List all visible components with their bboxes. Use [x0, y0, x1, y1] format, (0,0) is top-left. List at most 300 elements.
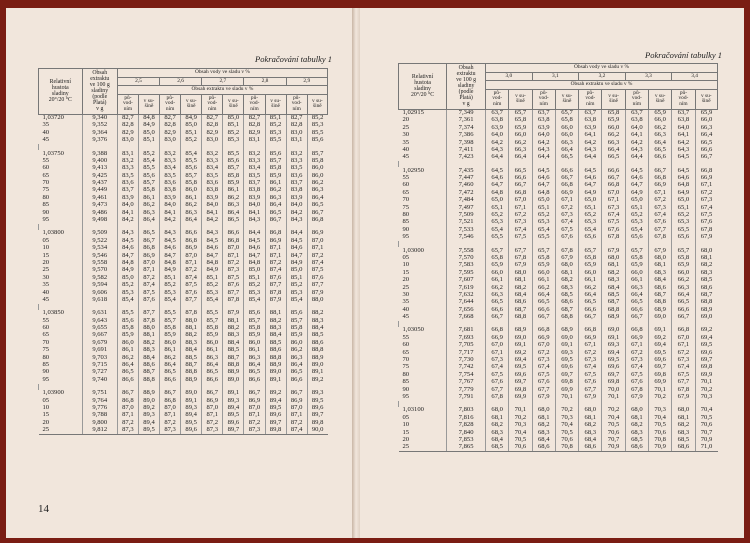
- extract-cell: 7,460: [447, 182, 486, 189]
- value-cell: 69,5: [555, 357, 578, 364]
- value-cell: 67,3: [672, 357, 695, 364]
- table-row: [39, 419, 328, 426]
- value-cell: 70,6: [695, 422, 717, 429]
- value-cell: 67,2: [579, 349, 602, 356]
- value-cell: 86,8: [181, 237, 202, 244]
- value-cell: 88,5: [223, 347, 244, 354]
- value-cell: 88,4: [138, 354, 159, 361]
- value-cell: 84,9: [181, 114, 202, 122]
- value-cell: 87,8: [181, 310, 202, 317]
- value-cell: 66,0: [625, 269, 648, 276]
- value-cell: 68,6: [532, 444, 555, 452]
- value-cell: 84,9: [286, 260, 307, 267]
- value-cell: 87,2: [160, 419, 181, 426]
- table-row: [39, 325, 328, 332]
- table-row: [39, 165, 328, 172]
- value-cell: 64,6: [532, 175, 555, 182]
- value-cell: 70,1: [509, 407, 532, 414]
- value-cell: 82,7: [244, 114, 265, 122]
- value-cell: 84,9: [117, 267, 138, 274]
- value-cell: 66,6: [625, 306, 648, 313]
- value-cell: 68,5: [695, 277, 717, 284]
- density-cell: 95: [402, 393, 410, 400]
- table-row: [399, 219, 718, 226]
- density-cell: 35: [402, 298, 410, 306]
- value-cell: 83,9: [160, 194, 181, 201]
- value-cell: 86,4: [117, 362, 138, 369]
- value-cell: 67,6: [555, 234, 578, 241]
- value-cell: 67,9: [695, 234, 717, 241]
- value-cell: 65,8: [579, 255, 602, 262]
- value-cell: 63,9: [486, 124, 509, 131]
- extract-cell: 7,681: [447, 327, 486, 334]
- density-cell: 60: [42, 164, 50, 172]
- value-cell: 65,8: [602, 109, 625, 117]
- value-cell: 85,5: [202, 310, 223, 317]
- value-cell: 67,9: [509, 262, 532, 269]
- table-row: [39, 252, 328, 259]
- value-cell: 83,3: [160, 158, 181, 165]
- value-cell: 69,4: [649, 342, 672, 349]
- value-cell: 70,8: [649, 437, 672, 444]
- value-cell: 65,9: [625, 262, 648, 269]
- value-cell: 84,1: [244, 209, 265, 216]
- value-cell: 68,1: [672, 414, 695, 421]
- value-cell: 66,8: [555, 182, 578, 189]
- value-cell: 65,4: [532, 226, 555, 233]
- value-cell: 83,0: [202, 137, 223, 144]
- value-cell: 67,7: [532, 386, 555, 393]
- dry-basis-header: v su- šině: [695, 89, 717, 109]
- value-cell: 67,9: [602, 247, 625, 254]
- value-cell: 66,0: [509, 132, 532, 139]
- value-cell: 67,1: [555, 197, 578, 204]
- value-cell: 68,1: [625, 414, 648, 421]
- value-cell: 85,9: [117, 332, 138, 339]
- value-cell: 63,7: [532, 109, 555, 117]
- density-cell: 45: [402, 313, 410, 321]
- extract-cell: 7,840: [447, 429, 486, 436]
- value-cell: 87,1: [223, 252, 244, 259]
- value-cell: 84,8: [138, 114, 159, 122]
- value-cell: 70,2: [602, 407, 625, 414]
- value-cell: 66,9: [486, 334, 509, 341]
- value-cell: 63,8: [532, 117, 555, 124]
- value-cell: 66,7: [695, 154, 717, 161]
- value-cell: 67,3: [486, 357, 509, 364]
- table-row: [39, 202, 328, 209]
- value-cell: 85,9: [265, 172, 286, 179]
- value-cell: 65,9: [602, 117, 625, 124]
- value-cell: 85,1: [244, 274, 265, 281]
- value-cell: 67,5: [625, 371, 648, 378]
- value-cell: 86,8: [265, 230, 286, 237]
- value-cell: 65,4: [579, 226, 602, 233]
- value-cell: 70,1: [649, 386, 672, 393]
- value-cell: 84,9: [138, 122, 159, 129]
- table-row: [39, 237, 328, 244]
- value-cell: 87,0: [181, 252, 202, 259]
- density-cell: 05: [402, 253, 410, 261]
- extract-cell: 7,423: [447, 154, 486, 161]
- value-cell: 64,3: [579, 147, 602, 154]
- value-cell: 68,5: [602, 292, 625, 299]
- value-cell: 70,4: [602, 414, 625, 421]
- value-cell: 84,5: [160, 237, 181, 244]
- value-cell: 67,5: [486, 371, 509, 378]
- value-cell: 89,6: [265, 412, 286, 419]
- value-cell: 69,9: [649, 379, 672, 386]
- value-cell: 89,3: [138, 412, 159, 419]
- water-value-header: 2,8: [244, 77, 286, 86]
- value-cell: 82,7: [160, 114, 181, 122]
- value-cell: 66,5: [579, 299, 602, 306]
- value-cell: 88,1: [223, 317, 244, 324]
- extract-cell: 9,812: [82, 427, 117, 435]
- water-value-header: 2,7: [202, 77, 244, 86]
- value-cell: 66,0: [649, 117, 672, 124]
- extract-cell: 9,340: [82, 114, 117, 122]
- as-is-header: pů- vod- ním: [532, 89, 555, 109]
- value-cell: 66,3: [672, 284, 695, 291]
- value-cell: 89,4: [181, 412, 202, 419]
- table-row: [39, 122, 328, 129]
- value-cell: 85,3: [307, 122, 327, 129]
- value-cell: 83,8: [160, 187, 181, 194]
- value-cell: 83,3: [202, 158, 223, 165]
- extract-cell: 9,509: [82, 230, 117, 237]
- value-cell: 69,7: [555, 371, 578, 378]
- table-row: [399, 386, 718, 393]
- value-cell: 66,4: [695, 132, 717, 139]
- value-cell: 85,1: [181, 129, 202, 136]
- value-cell: 89,7: [265, 419, 286, 426]
- value-cell: 66,9: [625, 334, 648, 341]
- value-cell: 68,4: [509, 292, 532, 299]
- value-cell: 70,6: [649, 429, 672, 436]
- table-row: [39, 317, 328, 324]
- value-cell: 67,8: [486, 394, 509, 401]
- value-cell: 65,1: [625, 204, 648, 211]
- value-cell: 66,5: [602, 154, 625, 161]
- value-cell: 83,2: [160, 150, 181, 157]
- value-cell: 65,8: [555, 117, 578, 124]
- value-cell: 68,3: [532, 429, 555, 436]
- value-cell: 88,1: [138, 332, 159, 339]
- table-row: [399, 327, 718, 334]
- value-cell: 67,6: [602, 226, 625, 233]
- table-row: [39, 209, 328, 216]
- value-cell: 83,4: [202, 165, 223, 172]
- extract-cell: 7,509: [447, 212, 486, 219]
- value-cell: 68,1: [695, 255, 717, 262]
- value-cell: 67,4: [509, 226, 532, 233]
- density-cell: 75: [402, 203, 410, 211]
- value-cell: 89,1: [181, 397, 202, 404]
- table-row: [39, 114, 328, 122]
- value-cell: 87,3: [202, 427, 223, 435]
- value-cell: 66,4: [555, 147, 578, 154]
- table-row: [399, 357, 718, 364]
- extract-cell: 9,751: [82, 390, 117, 397]
- value-cell: 86,6: [117, 376, 138, 383]
- value-cell: 82,7: [117, 114, 138, 122]
- value-cell: 83,0: [286, 129, 307, 136]
- value-cell: 70,4: [695, 407, 717, 414]
- value-cell: 67,2: [649, 197, 672, 204]
- value-cell: 68,0: [532, 407, 555, 414]
- extract-cell: 9,388: [82, 150, 117, 157]
- value-cell: 65,3: [579, 219, 602, 226]
- value-cell: 68,4: [486, 437, 509, 444]
- value-cell: 68,5: [625, 437, 648, 444]
- value-cell: 68,5: [555, 292, 578, 299]
- extract-cell: 7,497: [447, 204, 486, 211]
- value-cell: 86,4: [202, 362, 223, 369]
- value-cell: 89,7: [223, 427, 244, 435]
- table-row: [399, 284, 718, 291]
- value-cell: 69,5: [649, 349, 672, 356]
- density-cell: 15: [402, 268, 410, 276]
- value-cell: 64,6: [625, 175, 648, 182]
- value-cell: 66,3: [625, 284, 648, 291]
- table-row: [39, 390, 328, 397]
- density-cell: 55: [402, 333, 410, 341]
- value-cell: 86,0: [286, 339, 307, 346]
- value-cell: 64,8: [672, 182, 695, 189]
- value-cell: 69,8: [509, 386, 532, 393]
- value-cell: 68,0: [555, 262, 578, 269]
- table-row: [39, 332, 328, 339]
- density-cell: 75: [402, 363, 410, 371]
- extract-cell: 7,705: [447, 342, 486, 349]
- value-cell: 67,5: [602, 219, 625, 226]
- value-cell: 88,3: [265, 325, 286, 332]
- value-cell: 87,0: [244, 405, 265, 412]
- value-cell: 66,9: [579, 334, 602, 341]
- value-cell: 85,2: [117, 282, 138, 289]
- value-cell: 68,1: [532, 414, 555, 421]
- value-cell: 87,5: [138, 289, 159, 296]
- density-cell: 90: [42, 368, 50, 376]
- value-cell: 64,3: [486, 147, 509, 154]
- table-row: [399, 197, 718, 204]
- value-cell: 83,7: [117, 187, 138, 194]
- value-cell: 84,1: [202, 209, 223, 216]
- table-header: [399, 64, 718, 110]
- value-cell: 65,5: [486, 234, 509, 241]
- value-cell: 63,9: [579, 124, 602, 131]
- value-cell: 65,7: [579, 247, 602, 254]
- density-cell: 80: [42, 353, 50, 361]
- value-cell: 66,0: [602, 124, 625, 131]
- value-cell: 87,8: [223, 297, 244, 304]
- density-cell: 20: [42, 258, 50, 266]
- value-cell: 86,3: [244, 354, 265, 361]
- as-is-header: pů- vod- ním: [486, 89, 509, 109]
- density-cell: 30: [402, 290, 410, 298]
- value-cell: 86,6: [223, 230, 244, 237]
- value-cell: 84,8: [160, 260, 181, 267]
- value-cell: 70,1: [602, 394, 625, 401]
- value-cell: 86,2: [138, 202, 159, 209]
- density-cell: 85: [42, 201, 50, 209]
- value-cell: 64,7: [579, 182, 602, 189]
- value-cell: 70,6: [509, 444, 532, 452]
- value-cell: 87,4: [286, 427, 307, 435]
- value-cell: 87,0: [307, 237, 327, 244]
- value-cell: 65,4: [625, 226, 648, 233]
- extract-header: Obsah extraktu ve 100 g sladiny (podle Platá) v g: [82, 69, 117, 115]
- value-cell: 70,5: [509, 437, 532, 444]
- value-cell: 89,3: [307, 390, 327, 397]
- value-cell: 83,0: [117, 137, 138, 144]
- value-cell: 84,1: [117, 209, 138, 216]
- value-cell: 88,6: [265, 347, 286, 354]
- value-cell: 84,0: [286, 202, 307, 209]
- value-cell: 86,3: [265, 194, 286, 201]
- water-value-header: 2,9: [286, 77, 327, 86]
- value-cell: 64,3: [625, 147, 648, 154]
- table-row: [39, 137, 328, 144]
- value-cell: 86,0: [244, 339, 265, 346]
- table-row: [399, 109, 718, 117]
- dry-basis-header: v su- šině: [138, 94, 159, 114]
- value-cell: 85,2: [181, 137, 202, 144]
- value-cell: 88,8: [138, 376, 159, 383]
- value-cell: 68,0: [579, 407, 602, 414]
- value-cell: 84,2: [286, 209, 307, 216]
- value-cell: 84,2: [117, 217, 138, 224]
- value-cell: 67,0: [486, 342, 509, 349]
- value-cell: 88,4: [307, 325, 327, 332]
- density-cell: 65: [42, 331, 50, 339]
- value-cell: 85,4: [138, 158, 159, 165]
- value-cell: 85,7: [202, 317, 223, 324]
- extract-table-right: [398, 63, 718, 452]
- density-cell: 95: [402, 233, 410, 241]
- value-cell: 84,5: [244, 237, 265, 244]
- value-cell: 70,4: [555, 422, 578, 429]
- water-value-header: 3,0: [486, 72, 533, 81]
- extract-cell: 9,461: [82, 194, 117, 201]
- value-cell: 85,3: [202, 289, 223, 296]
- value-cell: 67,3: [532, 357, 555, 364]
- extract-cell: 7,730: [447, 357, 486, 364]
- value-cell: 69,0: [695, 314, 717, 321]
- value-cell: 85,0: [286, 267, 307, 274]
- table-row: [399, 277, 718, 284]
- value-cell: 66,1: [486, 277, 509, 284]
- value-cell: 83,5: [286, 165, 307, 172]
- value-cell: 89,0: [223, 376, 244, 383]
- value-cell: 70,1: [695, 379, 717, 386]
- value-cell: 66,2: [602, 132, 625, 139]
- value-cell: 85,2: [202, 282, 223, 289]
- value-cell: 89,8: [265, 427, 286, 435]
- value-cell: 83,6: [286, 172, 307, 179]
- value-cell: 70,5: [695, 414, 717, 421]
- value-cell: 85,8: [138, 187, 159, 194]
- value-cell: 64,1: [579, 132, 602, 139]
- value-cell: 85,4: [160, 297, 181, 304]
- density-cell: 05: [42, 236, 50, 244]
- value-cell: 68,9: [555, 327, 578, 334]
- value-cell: 84,2: [160, 217, 181, 224]
- value-cell: 70,3: [649, 407, 672, 414]
- value-cell: 86,3: [181, 209, 202, 216]
- value-cell: 68,2: [625, 422, 648, 429]
- value-cell: 87,0: [286, 405, 307, 412]
- value-cell: 66,4: [672, 292, 695, 299]
- extract-cell: 7,619: [447, 284, 486, 291]
- value-cell: 86,1: [117, 347, 138, 354]
- header-row: [399, 64, 718, 73]
- value-cell: 84,9: [202, 267, 223, 274]
- value-cell: 65,3: [625, 219, 648, 226]
- density-cell: 1,03720: [42, 113, 64, 121]
- value-cell: 88,9: [265, 362, 286, 369]
- value-cell: 68,6: [649, 284, 672, 291]
- value-cell: 84,0: [202, 202, 223, 209]
- value-cell: 63,7: [579, 109, 602, 117]
- value-cell: 85,2: [286, 282, 307, 289]
- value-cell: 66,4: [625, 292, 648, 299]
- value-cell: 86,4: [181, 217, 202, 224]
- value-cell: 65,9: [649, 109, 672, 117]
- value-cell: 69,4: [602, 349, 625, 356]
- value-cell: 87,6: [265, 274, 286, 281]
- value-cell: 66,0: [672, 269, 695, 276]
- value-cell: 70,5: [649, 422, 672, 429]
- table-row: [39, 158, 328, 165]
- value-cell: 65,9: [695, 109, 717, 117]
- value-cell: 68,4: [579, 437, 602, 444]
- value-cell: 87,5: [223, 274, 244, 281]
- value-cell: 89,5: [181, 419, 202, 426]
- density-cell: 05: [42, 396, 50, 404]
- value-cell: 85,8: [117, 325, 138, 332]
- density-cell: 95: [42, 375, 50, 383]
- value-cell: 66,3: [555, 139, 578, 146]
- value-cell: 66,1: [532, 277, 555, 284]
- extract-cell: 7,583: [447, 262, 486, 269]
- value-cell: 68,2: [486, 422, 509, 429]
- value-cell: 68,6: [579, 444, 602, 452]
- value-cell: 67,4: [695, 204, 717, 211]
- value-cell: 84,7: [202, 252, 223, 259]
- extract-cell: 7,546: [447, 234, 486, 241]
- value-cell: 86,9: [181, 245, 202, 252]
- value-cell: 67,4: [579, 364, 602, 371]
- value-cell: 85,3: [223, 137, 244, 144]
- value-cell: 64,5: [672, 167, 695, 174]
- value-cell: 66,9: [532, 334, 555, 341]
- value-cell: 65,7: [532, 247, 555, 254]
- extract-cell: 7,803: [447, 407, 486, 414]
- extract-cell: 9,437: [82, 180, 117, 187]
- extract-cell: 7,472: [447, 189, 486, 196]
- value-cell: 86,0: [117, 339, 138, 346]
- value-cell: 86,4: [160, 362, 181, 369]
- table-row: [39, 397, 328, 404]
- value-cell: 68,0: [672, 407, 695, 414]
- value-cell: 86,3: [286, 354, 307, 361]
- value-cell: 66,2: [649, 124, 672, 131]
- density-cell: 1,02950: [402, 166, 424, 174]
- value-cell: 68,0: [625, 407, 648, 414]
- value-cell: 68,7: [649, 292, 672, 299]
